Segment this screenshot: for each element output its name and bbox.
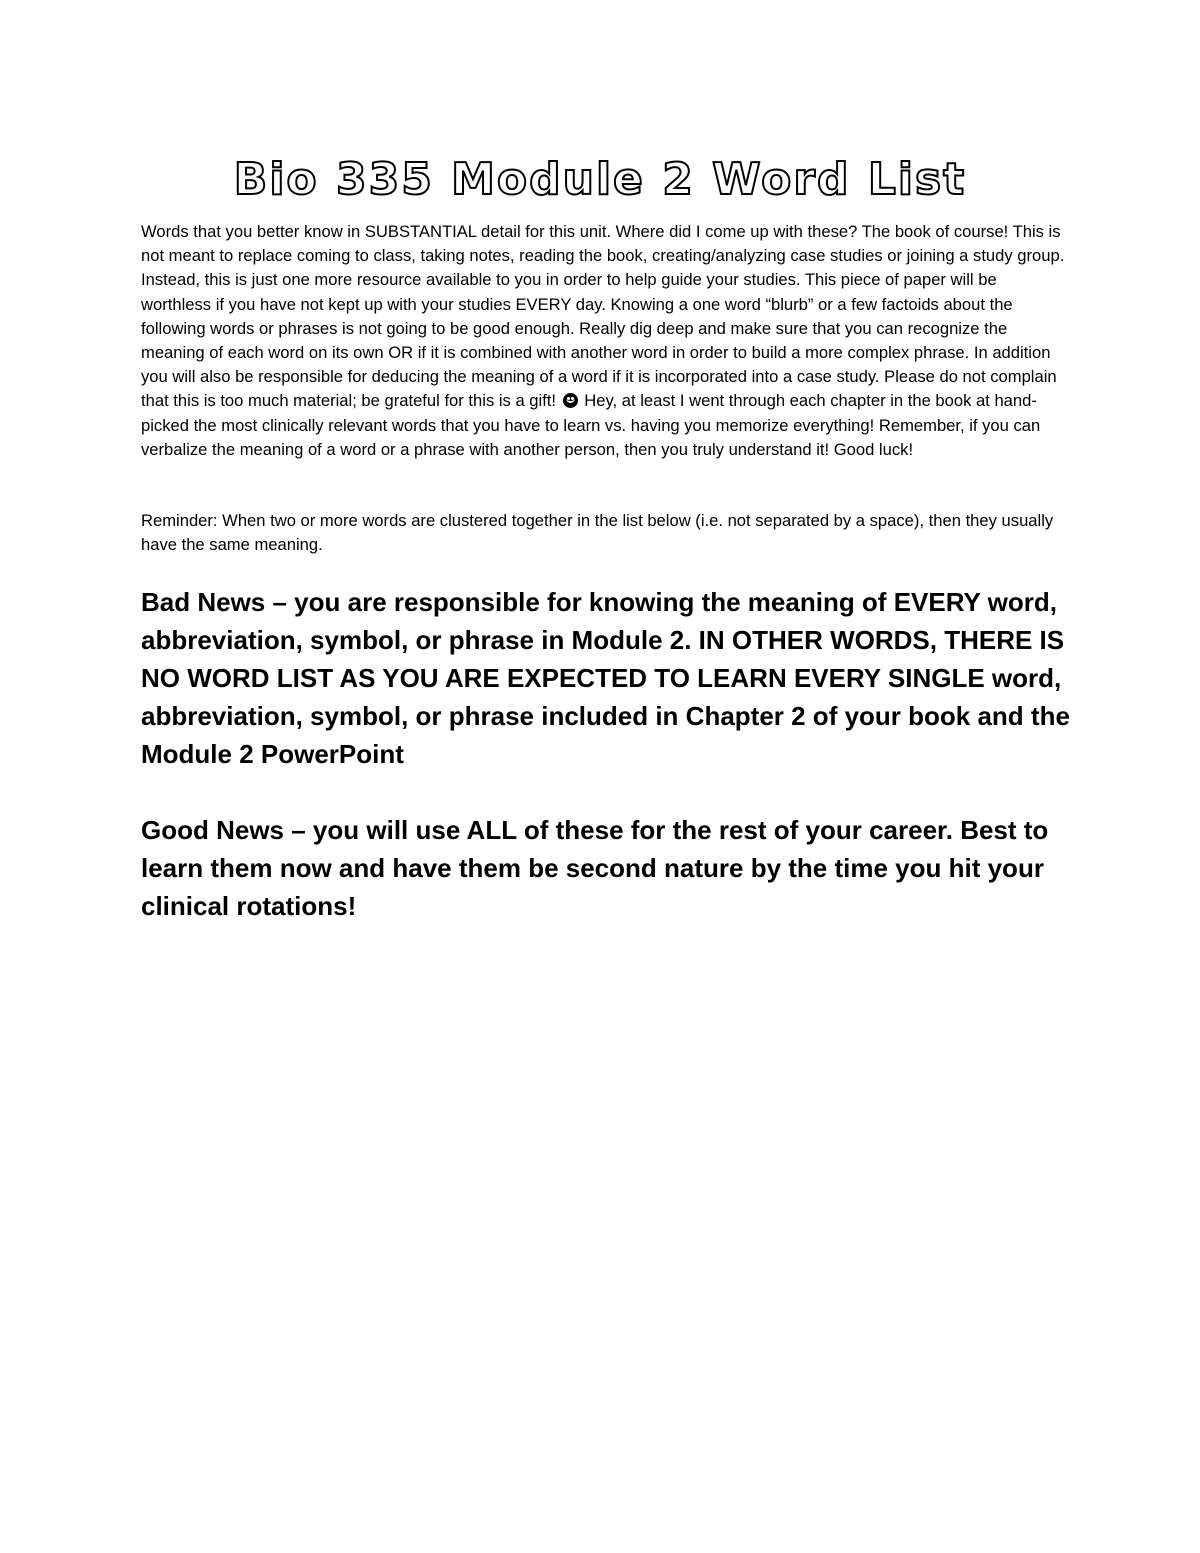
bad-news-paragraph: Bad News – you are responsible for knowing the meaning of EVERY word, abbreviation, symbol, or phrase in Module 2. IN OTHER WORDS, THERE IS NO WORD LIST AS YOU ARE EXPECTED TO LEARN EVERY SINGLE word, abbreviation, symbol, or phrase included in Chapter 2 of your book and the Module 2 PowerPoint [141, 587, 1070, 769]
intro-text-part2: Hey, at least I went through each chapter in the book at hand-picked the most clinically relevant words that you have to learn vs. having you memorize everything! Remember, if you can verbalize the meaning of a word or a phrase with another person, then you truly understand it! Good luck! [141, 391, 1041, 459]
reminder-paragraph: Reminder: When two or more words are clustered together in the list below (i.e. not separated by a space), then they usually have the same meaning. [141, 511, 1054, 555]
smiley-face-icon [563, 393, 578, 408]
intro-text-part1: Words that you better know in SUBSTANTIAL detail for this unit. Where did I come up with these? The book of course! This is not meant to replace coming to class, taking notes, reading the book, creating/analyzing case studies or joining a study group. Instead, this is just one more resource available to you in order to help guide your studies. This piece of paper will be worthless if you have not kept up with your studies EVERY day. Knowing a one word “blurb” or a few factoids about the following words or phrases is not going to be good enough. Really dig deep and make sure that you can recognize the meaning of each word on its own OR if it is combined with another word in order to build a more complex phrase. In addition you will also be responsible for deducing the meaning of a word if it is incorporated into a case study. Please do not complain that this is too much material; be grateful for this is a gift! [141, 222, 1065, 411]
intro-paragraph [141, 220, 1066, 462]
document-title: Bio 335 Module 2 Word List [233, 154, 967, 205]
good-news-paragraph: Good News – you will use ALL of these for the rest of your career. Best to learn them now and have them be second nature by the time you hit your clinical rotations! [141, 815, 1049, 921]
